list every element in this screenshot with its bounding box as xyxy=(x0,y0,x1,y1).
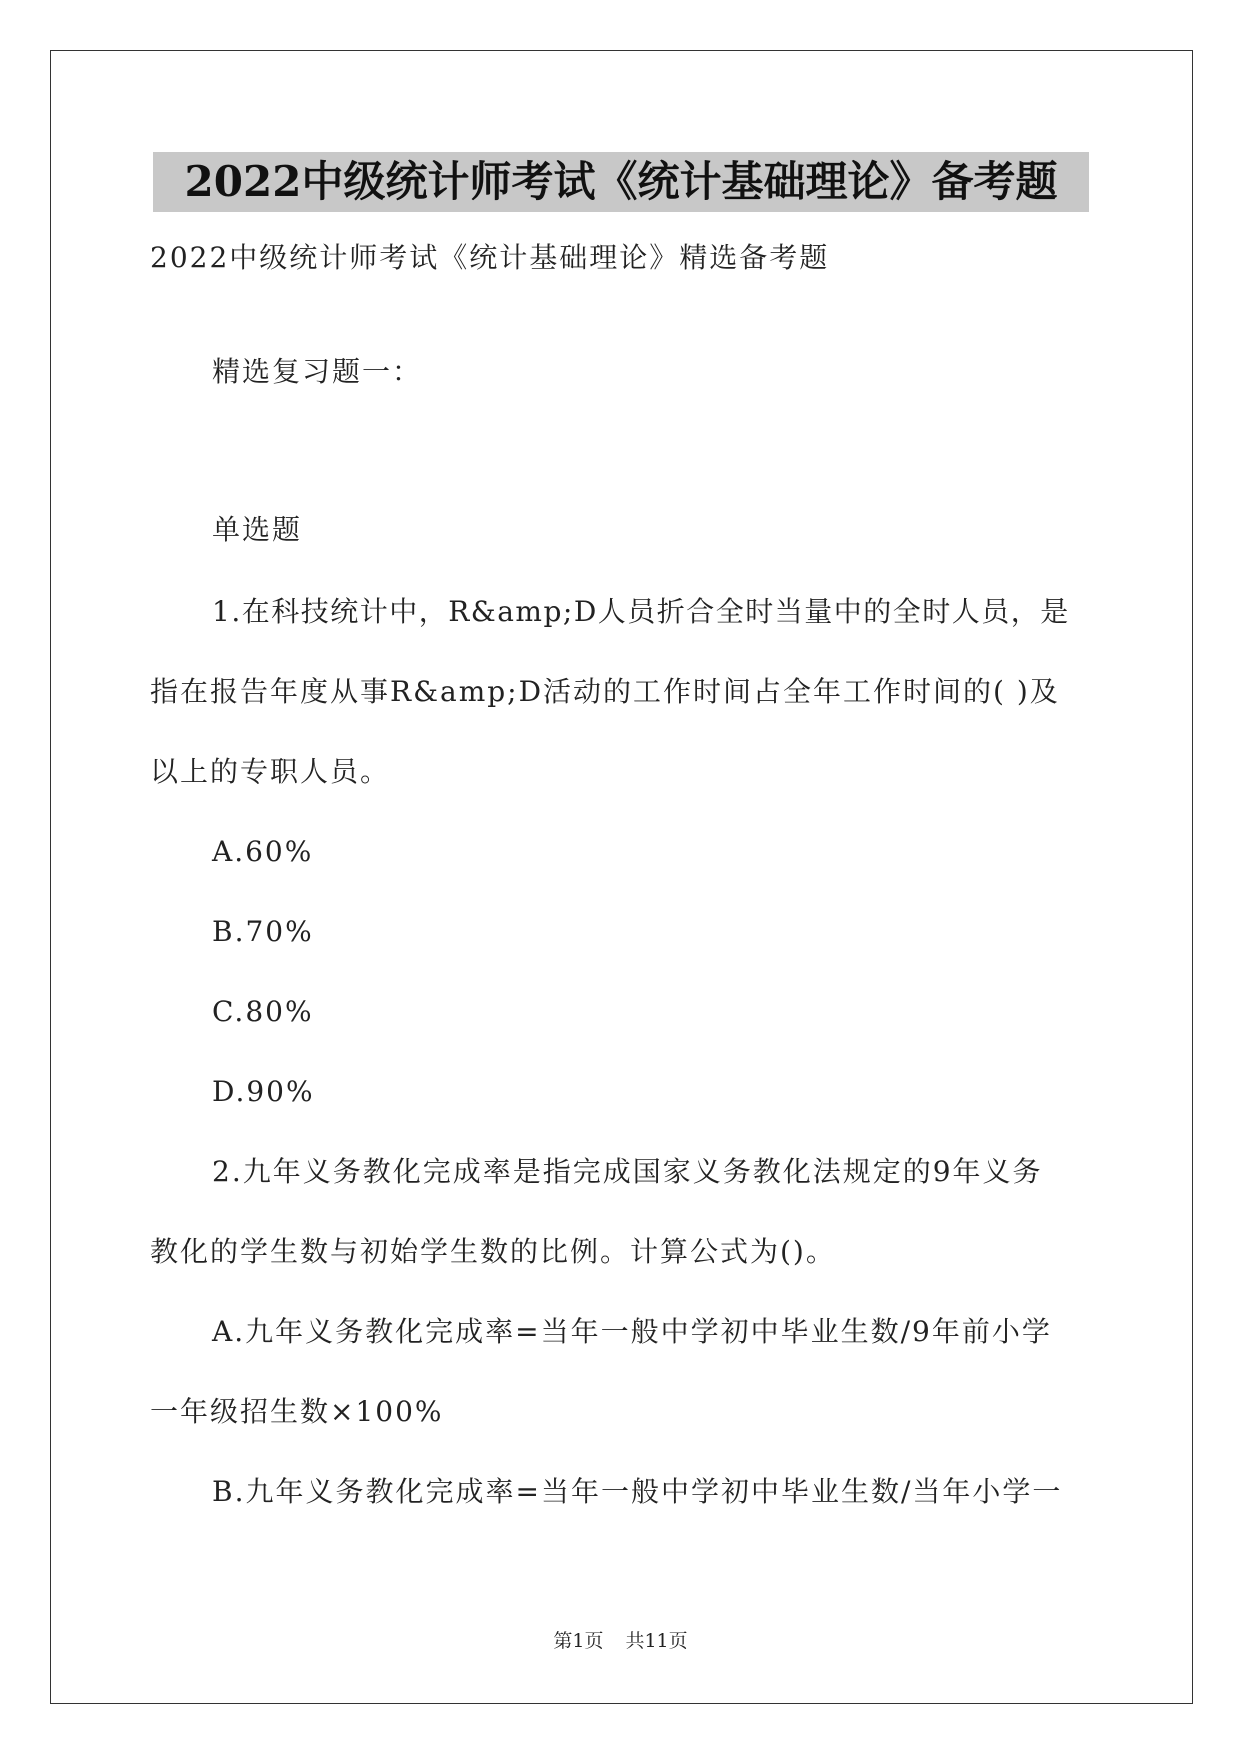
page-total: 共11页 xyxy=(625,1630,688,1652)
question-1-line-2: 指在报告年度从事R&amp;D活动的工作时间占全年工作时间的( )及 xyxy=(150,675,1060,708)
question-2-option-a-line-2: 一年级招生数×100% xyxy=(150,1395,444,1428)
page-number: 第1页 xyxy=(553,1630,604,1652)
document-subtitle: 2022中级统计师考试《统计基础理论》精选备考题 xyxy=(150,241,830,274)
document-title: 2022中级统计师考试《统计基础理论》备考题 xyxy=(153,152,1089,212)
page-footer xyxy=(0,1628,1241,1654)
page-border xyxy=(50,50,1193,1704)
section-heading: 精选复习题一： xyxy=(212,355,423,388)
question-2-line-2: 教化的学生数与初始学生数的比例。计算公式为()。 xyxy=(150,1235,836,1268)
question-1-option-d: D.90% xyxy=(212,1075,315,1108)
question-1-line-3: 以上的专职人员。 xyxy=(150,755,391,788)
question-1-line-1: 1.在科技统计中，R&amp;D人员折合全时当量中的全时人员，是 xyxy=(212,595,1070,628)
question-1-option-c: C.80% xyxy=(212,995,314,1028)
question-1-option-a: A.60% xyxy=(212,835,314,868)
question-1-option-b: B.70% xyxy=(212,915,314,948)
question-2-line-1: 2.九年义务教化完成率是指完成国家义务教化法规定的9年义务 xyxy=(212,1155,1043,1188)
question-2-option-a-line-1: A.九年义务教化完成率=当年一般中学初中毕业生数/9年前小学 xyxy=(212,1315,1052,1348)
question-2-option-b-line-1: B.九年义务教化完成率=当年一般中学初中毕业生数/当年小学一 xyxy=(212,1475,1063,1508)
question-type-label: 单选题 xyxy=(212,513,303,546)
